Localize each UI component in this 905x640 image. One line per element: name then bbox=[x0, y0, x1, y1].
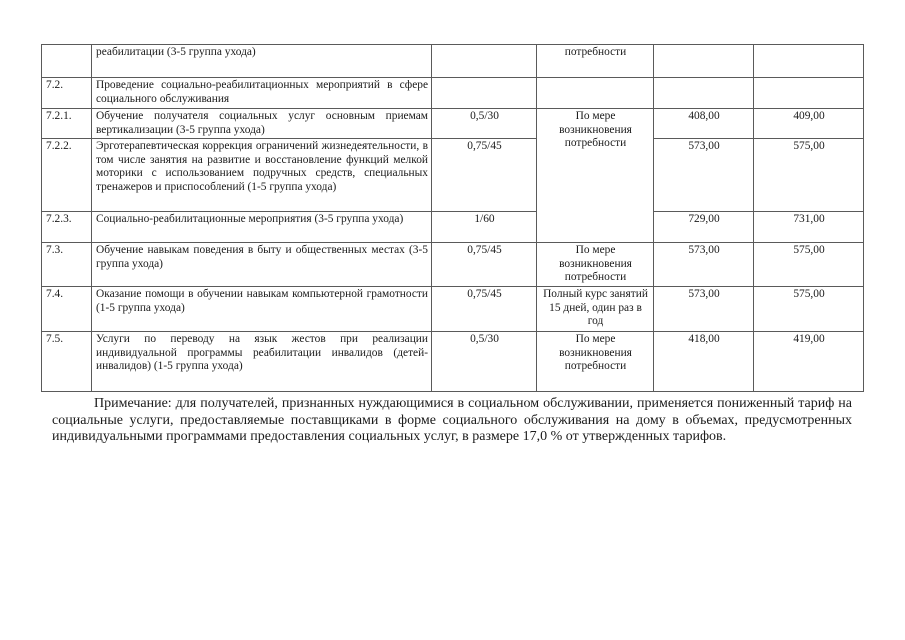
tariff-price-1 bbox=[654, 78, 754, 109]
service-name: Обучение получателя социальных услуг основным приемам вертикализации (3-5 группа ухода) bbox=[92, 109, 432, 139]
frequency: потребности bbox=[537, 45, 654, 78]
table-row bbox=[42, 212, 864, 243]
row-number bbox=[42, 45, 92, 78]
row-number: 7.2.3. bbox=[42, 212, 92, 243]
service-name: Оказание помощи в обучении навыкам компьютерной грамотности (1-5 группа ухода) bbox=[92, 287, 432, 332]
row-number: 7.2. bbox=[42, 78, 92, 109]
tariff-price-1: 408,00 bbox=[654, 109, 754, 139]
row-number: 7.4. bbox=[42, 287, 92, 332]
time-norm: 0,75/45 bbox=[432, 243, 537, 287]
row-number: 7.5. bbox=[42, 332, 92, 392]
table-row bbox=[42, 243, 864, 287]
row-number: 7.2.1. bbox=[42, 109, 92, 139]
tariff-price-1: 418,00 bbox=[654, 332, 754, 392]
service-name: реабилитации (3-5 группа ухода) bbox=[92, 45, 432, 78]
frequency: По мере возникновения потребности bbox=[537, 243, 654, 287]
tariff-price-2 bbox=[754, 78, 864, 109]
table-row bbox=[42, 332, 864, 392]
time-norm: 0,75/45 bbox=[432, 287, 537, 332]
service-name: Обучение навыкам поведения в быту и общественных местах (3-5 группа ухода) bbox=[92, 243, 432, 287]
time-norm: 0,5/30 bbox=[432, 109, 537, 139]
service-name: Социально-реабилитационные мероприятия (3-5 группа ухода) bbox=[92, 212, 432, 243]
frequency bbox=[537, 78, 654, 109]
tariff-price-2: 575,00 bbox=[754, 287, 864, 332]
tariff-price-1: 729,00 bbox=[654, 212, 754, 243]
tariff-price-2: 731,00 bbox=[754, 212, 864, 243]
tariff-price-2: 575,00 bbox=[754, 139, 864, 212]
table-row bbox=[42, 287, 864, 332]
service-name: Эрготерапевтическая коррекция ограничений жизнедеятельности, в том числе занятия на развитие и восстановление функций мелкой моторики с использованием подручных средств, специальных тренажеров и приспособлений (1-5 группа ухода) bbox=[92, 139, 432, 212]
tariff-price-2: 419,00 bbox=[754, 332, 864, 392]
tariff-price-2 bbox=[754, 45, 864, 78]
time-norm: 0,5/30 bbox=[432, 332, 537, 392]
service-name: Услуги по переводу на язык жестов при реализации индивидуальной программы реабилитации инвалидов (детей-инвалидов) (1-5 группа ухода) bbox=[92, 332, 432, 392]
tariff-price-2: 575,00 bbox=[754, 243, 864, 287]
table-row bbox=[42, 109, 864, 139]
time-norm: 1/60 bbox=[432, 212, 537, 243]
frequency: По мере возникновения потребности bbox=[537, 109, 654, 243]
row-number: 7.3. bbox=[42, 243, 92, 287]
row-number: 7.2.2. bbox=[42, 139, 92, 212]
table-row bbox=[42, 78, 864, 109]
frequency: Полный курс занятий 15 дней, один раз в год bbox=[537, 287, 654, 332]
tariff-price-1 bbox=[654, 45, 754, 78]
time-norm bbox=[432, 78, 537, 109]
tariff-price-1: 573,00 bbox=[654, 243, 754, 287]
table-row bbox=[42, 45, 864, 78]
note-paragraph: Примечание: для получателей, признанных нуждающимися в социальном обслуживании, применяется пониженный тариф на социальные услуги, предоставляемые поставщиками в форме социального обслуживания на дому в объемах, предусмотренных индивидуальными программами предоставления социальных услуг, в размере 17,0 % от утвержденных тарифов. bbox=[52, 396, 852, 445]
time-norm bbox=[432, 45, 537, 78]
service-name: Проведение социально-реабилитационных мероприятий в сфере социального обслуживания bbox=[92, 78, 432, 109]
frequency: По мере возникновения потребности bbox=[537, 332, 654, 392]
tariff-price-1: 573,00 bbox=[654, 287, 754, 332]
time-norm: 0,75/45 bbox=[432, 139, 537, 212]
tariff-price-2: 409,00 bbox=[754, 109, 864, 139]
tariff-price-1: 573,00 bbox=[654, 139, 754, 212]
table-row bbox=[42, 139, 864, 212]
tariff-table bbox=[41, 44, 864, 392]
